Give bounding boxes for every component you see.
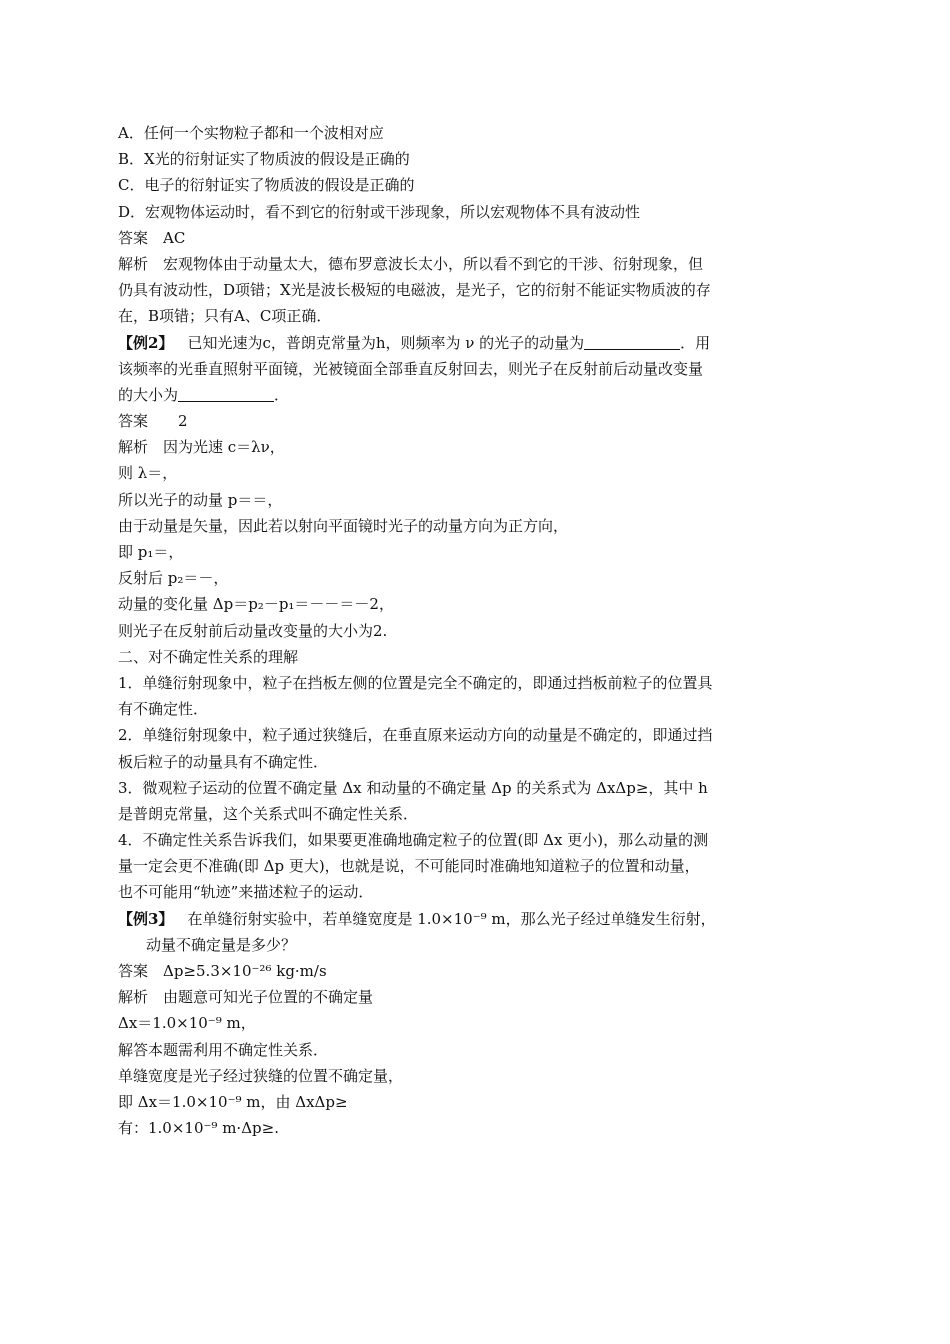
example-2-line-3-end: ． — [274, 385, 290, 404]
point-4-line-3: 也不可能用“轨迹”来描述粒子的运动． — [118, 883, 374, 902]
answer-3: 答案 Δp≥5.3×10⁻²⁶ kg·m/s — [118, 962, 327, 980]
answer-blank — [178, 385, 274, 402]
analysis-2-line-8: 则光子在反射前后动量改变量的大小为2. — [118, 621, 388, 640]
point-3-line-2: 是普朗克常量，这个关系式叫不确定性关系． — [118, 804, 419, 823]
point-1-line-1: 1．单缝衍射现象中，粒子在挡板左侧的位置是完全不确定的，即通过挡板前粒子的位置具 — [118, 673, 713, 692]
example-2-question-text: 已知光速为c，普朗克常量为h，则频率为 ν 的光子的动量为 — [187, 333, 585, 352]
example-2-question-end: ．用 — [680, 333, 711, 352]
analysis-3-line-4: 单缝宽度是光子经过狭缝的位置不确定量， — [118, 1066, 404, 1085]
text-column — [118, 120, 818, 1141]
answer-1: 答案 AC — [118, 228, 186, 247]
answer-blank — [584, 333, 680, 350]
point-4-line-2: 量一定会更不准确(即 Δp 更大)，也就是说，不可能同时准确地知道粒子的位置和动量， — [118, 857, 700, 876]
analysis-3-line-5: 即 Δx＝1.0×10⁻⁹ m，由 ΔxΔp≥ — [118, 1092, 348, 1111]
analysis-2-line-4: 由于动量是矢量，因此若以射向平面镜时光子的动量方向为正方向， — [118, 516, 569, 535]
option-c: C．电子的衍射证实了物质波的假设是正确的 — [118, 176, 415, 195]
example-2-line-3-text: 的大小为 — [118, 385, 179, 404]
example-2-tag: 【例2】 — [118, 333, 174, 352]
example-2-line-2: 该频率的光垂直照射平面镜，光被镜面全部垂直反射回去，则光子在反射前后动量改变量 — [118, 359, 704, 378]
point-1-line-2: 有不确定性． — [118, 700, 209, 719]
analysis-1-line-3: 在，B项错；只有A、C项正确． — [118, 307, 332, 326]
point-4-line-1: 4．不确定性关系告诉我们，如果要更准确地确定粒子的位置(即 Δx 更小)，那么动量的测 — [118, 831, 709, 850]
analysis-1-line-2: 仍具有波动性，D项错；X光是波长极短的电磁波，是光子，它的衍射不能证实物质波的存 — [118, 281, 711, 300]
option-a: A．任何一个实物粒子都和一个波相对应 — [118, 124, 384, 142]
option-d: D．宏观物体运动时，看不到它的衍射或干涉现象，所以宏观物体不具有波动性 — [118, 202, 641, 221]
section-heading: 二、对不确定性关系的理解 — [118, 647, 299, 666]
analysis-2-line-5: 即 p₁＝， — [118, 543, 184, 561]
point-2-line-1: 2．单缝衍射现象中，粒子通过狭缝后，在垂直原来运动方向的动量是不确定的，即通过挡 — [118, 726, 713, 745]
example-2-line-1 — [118, 330, 818, 356]
point-3-line-1: 3．微观粒子运动的位置不确定量 Δx 和动量的不确定量 Δp 的关系式为 ΔxΔp≥，其中 h — [118, 778, 708, 797]
example-3-question-text: 在单缝衍射实验中，若单缝宽度是 1.0×10⁻⁹ m，那么光子经过单缝发生衍射， — [187, 909, 716, 928]
analysis-3-line-3: 解答本题需利用不确定性关系． — [118, 1040, 329, 1059]
analysis-2-line-1: 解析 因为光速 c＝λν， — [118, 438, 285, 457]
analysis-3-line-6: 有：1.0×10⁻⁹ m·Δp≥. — [118, 1119, 279, 1138]
analysis-2-line-2: 则 λ＝， — [118, 464, 178, 483]
analysis-2-line-7: 动量的变化量 Δp＝p₂－p₁＝－－＝－2， — [118, 595, 394, 614]
analysis-3-line-2: Δx＝1.0×10⁻⁹ m， — [118, 1014, 256, 1033]
example-2-line-3 — [118, 382, 818, 408]
example-3-tag: 【例3】 — [118, 909, 174, 928]
example-3-line-1 — [118, 906, 818, 932]
point-2-line-2: 板后粒子的动量具有不确定性． — [118, 752, 329, 771]
answer-2: 答案 2 — [118, 412, 188, 431]
analysis-3-line-1: 解析 由题意可知光子位置的不确定量 — [118, 988, 374, 1007]
analysis-2-line-3: 所以光子的动量 p＝＝， — [118, 490, 283, 509]
example-3-line-2: 动量不确定量是多少？ — [146, 935, 297, 954]
option-b: B．X光的衍射证实了物质波的假设是正确的 — [118, 150, 410, 169]
analysis-2-line-6: 反射后 p₂＝－， — [118, 569, 229, 588]
analysis-1-line-1: 解析 宏观物体由于动量太大，德布罗意波长太小，所以看不到它的干涉、衍射现象，但 — [118, 254, 704, 273]
